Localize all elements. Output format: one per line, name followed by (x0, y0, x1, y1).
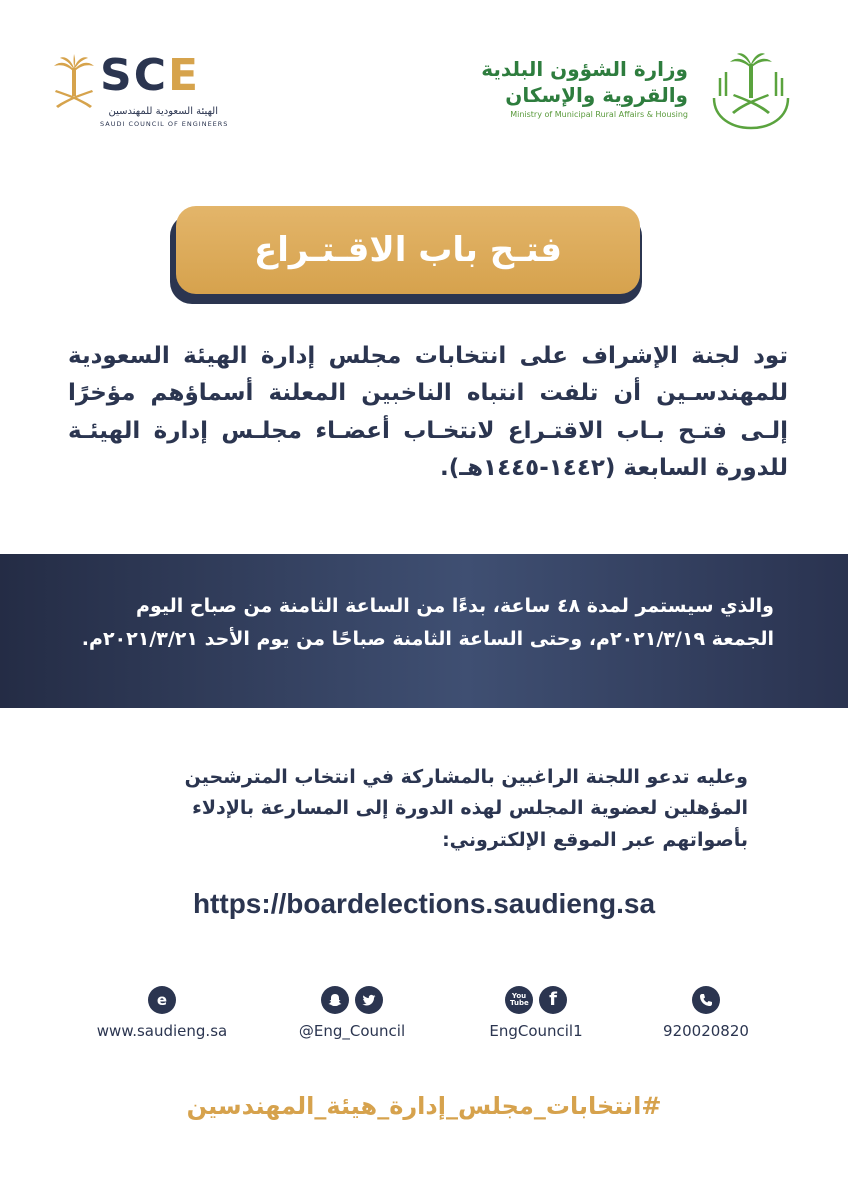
voting-period-line-1: والذي سيستمر لمدة ٤٨ ساعة، بدءًا من الساعة الثامنة من صباح اليوم (136, 595, 774, 617)
sce-wordmark: SCE (100, 50, 201, 101)
sce-name-ar: الهيئة السعودية للمهندسين (108, 106, 218, 117)
ministry-logo (481, 48, 796, 138)
call-to-vote-paragraph (88, 762, 748, 856)
ministry-emblem-icon (706, 48, 796, 132)
intro-paragraph: تود لجنة الإشراف على انتخابات مجلس إدارة الهيئة السعودية للمهندسـين أن تلفت انتباه الناخبين المعلنة أسماؤهم مؤخرًا إلـى فتـح بـاب الاقتـراع لانتخـاب أعضـاء مجلـس إدارة الهيئـة للدورة السابعة (١٤٤٢-١٤٤٥هـ). (68, 343, 788, 481)
youtube-icon[interactable] (505, 986, 533, 1014)
twitter-icon[interactable] (355, 986, 383, 1014)
elections-url-link[interactable]: https://boardelections.saudieng.sa (192, 888, 656, 919)
call-line-3: بأصواتهم عبر الموقع الإلكتروني: (442, 828, 748, 851)
contact-social[interactable] (272, 986, 432, 1040)
call-line-2: المؤهلين لعضوية المجلس لهذه الدورة إلى المسارعة بالإدلاء (192, 797, 748, 820)
campaign-hashtag: #انتخابات_مجلس_إدارة_هيئة_المهندسين (186, 1092, 662, 1120)
web-e-icon: e (148, 986, 176, 1014)
contact-phone[interactable] (626, 986, 786, 1040)
page-title: فتـح باب الاقـتـراع (253, 230, 563, 270)
voting-period-text (54, 590, 774, 657)
contact-video[interactable] (456, 986, 616, 1040)
snapchat-icon[interactable] (321, 986, 349, 1014)
ministry-name-ar-line1: وزارة الشؤون البلدية (481, 57, 688, 81)
voting-period-band (0, 554, 848, 708)
phone-icon[interactable] (692, 986, 720, 1014)
voting-period-line-2: الجمعة ٢٠٢١/٣/١٩م، وحتى الساعة الثامنة صباحًا من يوم الأحد ٢٠٢١/٣/٢١م. (81, 628, 774, 651)
call-line-1: وعليه تدعو اللجنة الراغبين بالمشاركة في انتخاب المترشحين (184, 766, 748, 788)
facebook-icon[interactable]: f (539, 986, 567, 1014)
phone-number-label[interactable]: 920020820 (663, 1022, 749, 1040)
website-label[interactable]: www.saudieng.sa (96, 1022, 228, 1040)
social-handle-label[interactable]: @Eng_Council (298, 1022, 406, 1040)
palm-swords-emblem-icon (52, 54, 96, 110)
sce-name-en: SAUDI COUNCIL OF ENGINEERS (100, 120, 229, 128)
ministry-name-en: Ministry of Municipal Rural Affairs & Housing (510, 110, 688, 119)
sce-logo (52, 50, 229, 130)
title-banner (170, 206, 642, 304)
contact-website[interactable] (82, 986, 242, 1040)
ministry-name-ar-line2: والقروية والإسكان (505, 83, 688, 107)
ministry-name (481, 56, 688, 119)
video-handle-label[interactable]: EngCouncil1 (489, 1022, 583, 1040)
youtube-text: You Tube (510, 992, 529, 1007)
banner-body (176, 206, 640, 294)
